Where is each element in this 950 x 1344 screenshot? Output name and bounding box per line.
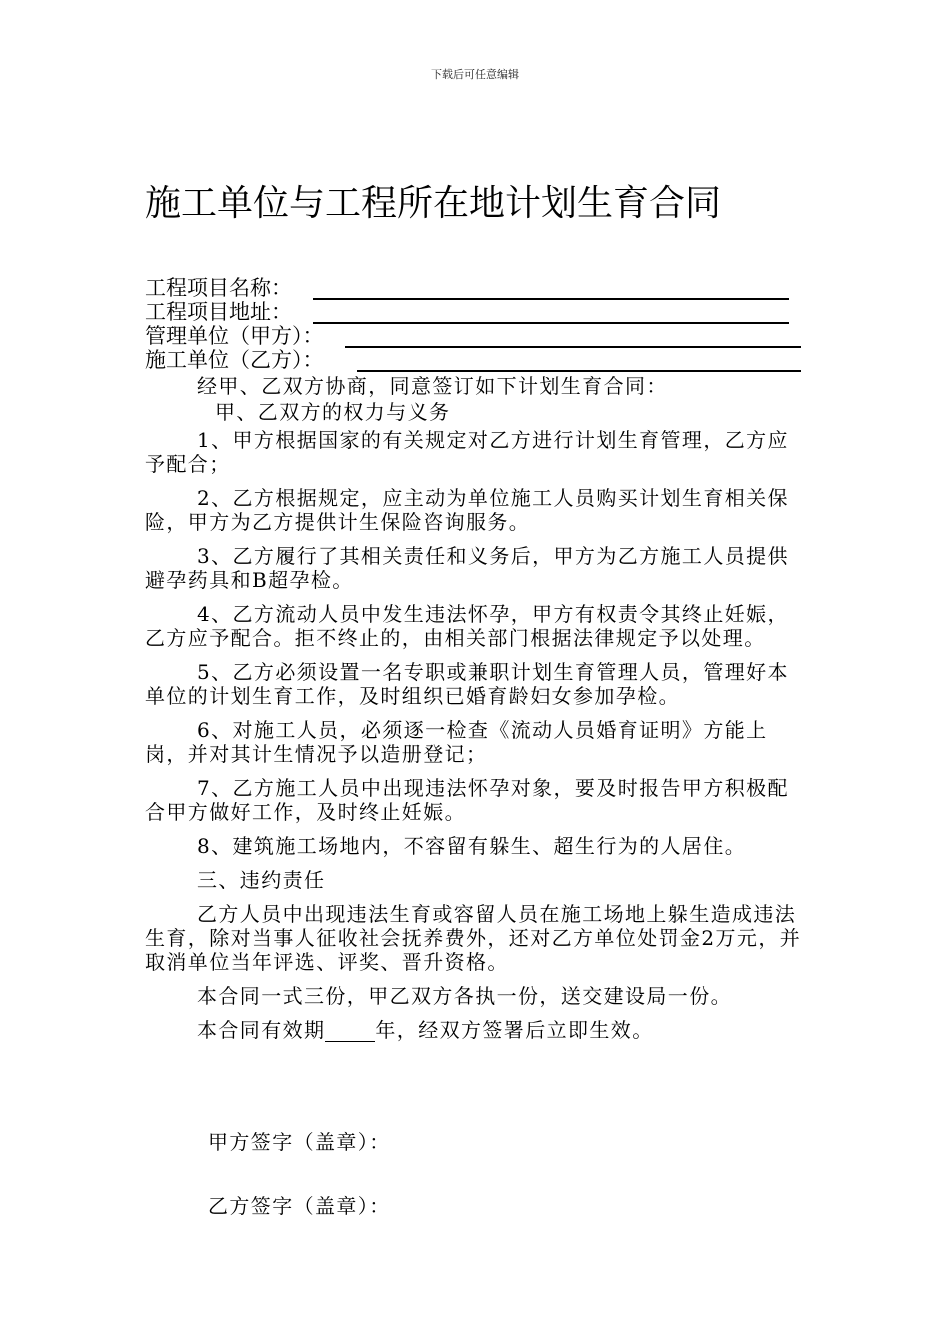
intro-paragraph: 经甲、乙双方协商，同意签订如下计划生育合同： — [197, 374, 668, 398]
clause-4: 4、乙方流动人员中发生违法怀孕，甲方有权责令其终止妊娠，乙方应予配合。拒不终止的，由相关部门根据法律规定予以处理。 — [145, 602, 789, 650]
field-party-a — [145, 324, 324, 348]
document-title: 施工单位与工程所在地计划生育合同 — [145, 183, 722, 224]
clause-3: 3、乙方履行了其相关责任和义务后，甲方为乙方施工人员提供避孕药具和B超孕检。 — [145, 544, 789, 592]
validity-blank — [325, 1023, 375, 1042]
contract-body — [145, 374, 805, 1042]
field-party-b-label: 施工单位（乙方）： — [145, 348, 324, 372]
field-party-b — [145, 348, 324, 372]
copies-paragraph: 本合同一式三份，甲乙双方各执一份，送交建设局一份。 — [197, 984, 732, 1008]
section-heading-rights: 甲、乙双方的权力与义务 — [215, 400, 451, 424]
validity-paragraph — [145, 1018, 805, 1042]
clause-2: 2、乙方根据规定，应主动为单位施工人员购买计划生育相关保险，甲方为乙方提供计生保险咨询服务。 — [145, 486, 789, 534]
field-party-a-line — [345, 346, 801, 348]
field-project-name — [145, 276, 292, 300]
header-note: 下载后可任意编辑 — [431, 68, 519, 81]
field-project-name-label: 工程项目名称： — [145, 276, 292, 300]
section-heading-breach: 三、违约责任 — [197, 868, 326, 892]
signature-party-a: 甲方签字（盖章）： — [208, 1130, 391, 1154]
breach-paragraph: 乙方人员中出现违法生育或容留人员在施工场地上躲生造成违法生育，除对当事人征收社会抚养费外，还对乙方单位处罚金2万元，并取消单位当年评选、评奖、晋升资格。 — [145, 902, 802, 974]
clause-5: 5、乙方必须设置一名专职或兼职计划生育管理人员，管理好本单位的计划生育工作，及时组织已婚育龄妇女参加孕检。 — [145, 660, 789, 708]
field-project-address-label: 工程项目地址： — [145, 300, 292, 324]
field-party-b-line — [357, 370, 801, 372]
field-project-address-line — [313, 322, 789, 324]
signature-party-b: 乙方签字（盖章）： — [208, 1194, 391, 1218]
field-project-name-line — [313, 298, 789, 300]
clause-1: 1、甲方根据国家的有关规定对乙方进行计划生育管理，乙方应予配合； — [145, 428, 789, 476]
validity-prefix: 本合同有效期 — [197, 1018, 326, 1042]
clause-8: 8、建筑施工场地内，不容留有躲生、超生行为的人居住。 — [197, 834, 747, 858]
field-party-a-label: 管理单位（甲方）： — [145, 324, 324, 348]
clause-7: 7、乙方施工人员中出现违法怀孕对象，要及时报告甲方积极配合甲方做好工作，及时终止妊娠。 — [145, 776, 789, 824]
field-project-address — [145, 300, 292, 324]
validity-suffix: 年，经双方签署后立即生效。 — [375, 1018, 654, 1042]
clause-6: 6、对施工人员，必须逐一检查《流动人员婚育证明》方能上岗，并对其计生情况予以造册登记； — [145, 718, 768, 766]
